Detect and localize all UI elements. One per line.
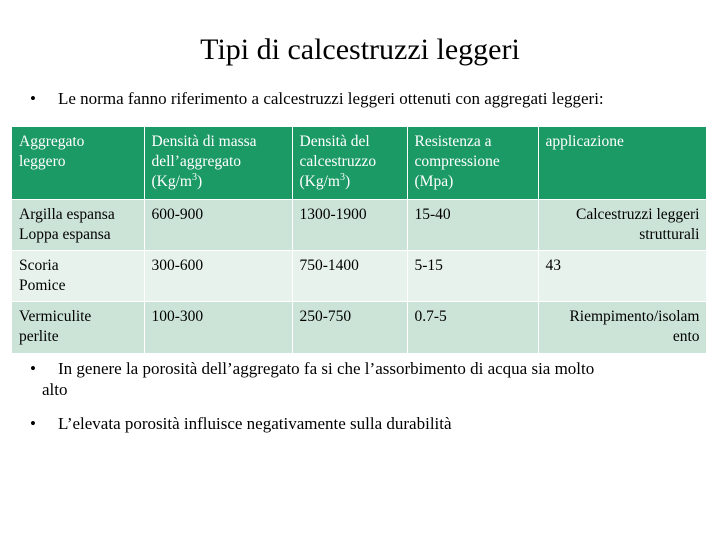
cell-density-aggregate: 300-600 <box>144 251 292 302</box>
table-row <box>12 302 706 354</box>
note-text-continued: alto <box>42 380 68 399</box>
table-row <box>12 200 706 251</box>
header-aggregate: Aggregato leggero <box>12 127 144 200</box>
cell-application: Calcestruzzi leggeri strutturali <box>538 200 706 251</box>
cell-density-concrete: 250-750 <box>292 302 407 354</box>
aggregates-table <box>12 127 707 354</box>
slide-title: Tipi di calcestruzzi leggeri <box>200 33 520 66</box>
note-text: L’elevata porosità influisce negativamente sulla durabilità <box>58 414 452 433</box>
cell-aggregate: Argilla espansa Loppa espansa <box>12 200 144 251</box>
header-density-concrete: Densità del calcestruzzo $(Kg/m^3)$ <box>292 127 407 200</box>
bullet-icon: • <box>30 89 36 108</box>
header-application: applicazione <box>538 127 706 200</box>
cell-application: 43 <box>538 251 706 302</box>
bullet-icon: • <box>30 359 36 378</box>
cell-density-aggregate: 600-900 <box>144 200 292 251</box>
cell-aggregate: Vermiculite perlite <box>12 302 144 354</box>
bullet-icon: • <box>30 414 36 433</box>
cell-strength: 5-15 <box>407 251 538 302</box>
table-header-row <box>12 127 706 200</box>
cell-density-concrete: 1300-1900 <box>292 200 407 251</box>
cell-application: Riempimento/isolam ento <box>538 302 706 354</box>
cell-density-concrete: 750-1400 <box>292 251 407 302</box>
header-density-aggregate: Densità di massa dell’aggregato $(Kg/m^3)$ <box>144 127 292 200</box>
intro-text: Le norma fanno riferimento a calcestruzzi leggeri ottenuti con aggregati leggeri: <box>58 89 604 108</box>
table-row <box>12 251 706 302</box>
cell-density-aggregate: 100-300 <box>144 302 292 354</box>
note-text: In genere la porosità dell’aggregato fa si che l’assorbimento di acqua sia molto <box>58 359 595 378</box>
cell-aggregate: Scoria Pomice <box>12 251 144 302</box>
cell-strength: 0.7-5 <box>407 302 538 354</box>
header-strength: Resistenza a compressione (Mpa) <box>407 127 538 200</box>
note-bullet-porosity <box>30 358 700 400</box>
cell-strength: 15-40 <box>407 200 538 251</box>
